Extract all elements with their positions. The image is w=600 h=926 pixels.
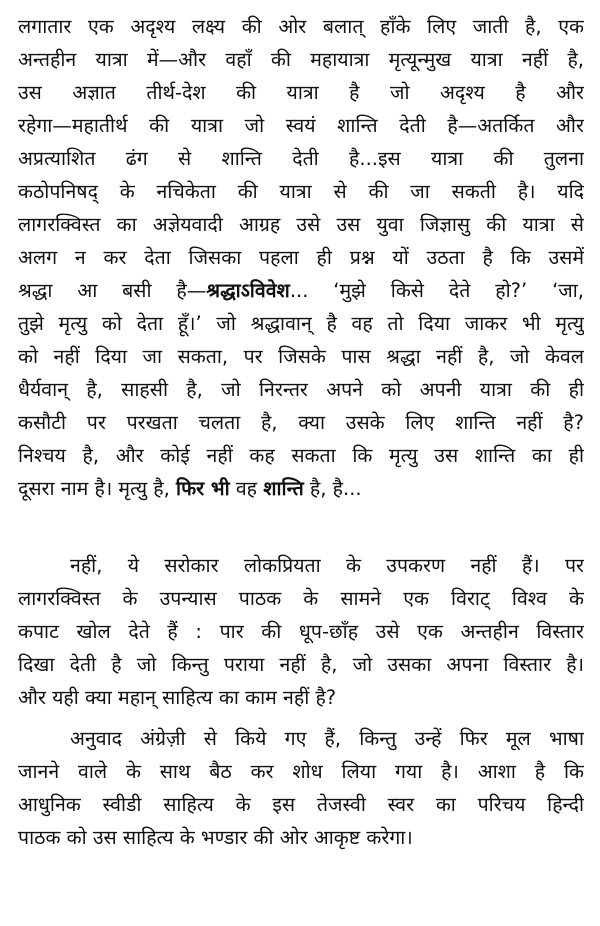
text-line: दिखा देती है जो किन्तु पराया नहीं है, जो उसका अपना विस्तार है।	[18, 653, 584, 676]
text-line: पाठक को उस साहित्य के भण्डार की ओर आकृष्ट करेगा।	[18, 826, 413, 849]
text-line: अन्तहीन यात्रा में—और वहाँ की महायात्रा मृत्यून्मुख यात्रा नहीं है,	[18, 48, 584, 71]
document-page	[18, 10, 584, 854]
text-line: कपाट खोल देते हैं : पार की धूप-छाँह उसे एक अन्तहीन विस्तार	[18, 620, 584, 643]
text-line: अनुवाद अंग्रेज़ी से किये गए हैं, किन्तु उन्हें फिर मूल भाषा	[70, 727, 584, 750]
text-line: को नहीं दिया जा सकता, पर जिसके पास श्रद्धा नहीं है, जो केवल	[18, 345, 584, 368]
text-fragment: वह	[229, 477, 264, 500]
bold-phrase: शान्ति	[263, 477, 304, 500]
paragraph-3	[18, 722, 584, 854]
text-fragment: श्रद्धा आ बसी है—	[18, 279, 207, 302]
text-line: नहीं, ये सरोकार लोकप्रियता के उपकरण नहीं हैं। पर	[70, 554, 584, 577]
text-line: लागरक्विस्त का अज्ञेयवादी आग्रह उसे उस युवा जिज्ञासु की यात्रा से	[18, 213, 584, 236]
text-line: रहेगा—महातीर्थ की यात्रा जो स्वयं शान्ति देती है—अतर्कित और	[18, 114, 584, 137]
text-line	[18, 274, 584, 307]
text-line: और यही क्या महान् साहित्य का काम नहीं है?	[18, 686, 337, 709]
bold-quote: श्रद्धाऽविवेश	[206, 279, 290, 302]
text-fragment: ... ‘मुझे किसे देते हो?’ ‘जा,	[289, 279, 584, 302]
text-line: कसौटी पर परखता चलता है, क्या उसके लिए शान्ति नहीं है?	[18, 411, 584, 434]
text-line: लगातार एक अदृश्य लक्ष्य की ओर बलात् हाँके लिए जाती है, एक	[18, 15, 584, 38]
text-line	[18, 472, 584, 505]
text-line: धैर्यवान् है, साहसी है, जो निरन्तर अपने को अपनी यात्रा की ही	[18, 378, 584, 401]
text-line: लागरक्विस्त के उपन्यास पाठक के सामने एक विराट् विश्व के	[18, 587, 584, 610]
text-fragment: है, है...	[303, 477, 362, 500]
text-line: तुझे मृत्यु को देता हूँ।’ जो श्रद्धावान् है वह तो दिया जाकर भी मृत्यु	[18, 312, 584, 335]
text-line: अलग न कर देता जिसका पहला ही प्रश्न यों उठता है कि उसमें	[18, 246, 584, 269]
paragraph-2	[18, 549, 584, 714]
paragraph-1	[18, 10, 584, 505]
bold-phrase: फिर भी	[176, 477, 230, 500]
text-line: कठोपनिषद् के नचिकेता की यात्रा से की जा सकती है। यदि	[18, 180, 584, 203]
text-line: निश्चय है, और कोई नहीं कह सकता कि मृत्यु उस शान्ति का ही	[18, 444, 584, 467]
text-line: अप्रत्याशित ढंग से शान्ति देती है...इस यात्रा की तुलना	[18, 147, 584, 170]
text-fragment: दूसरा नाम है। मृत्यु है,	[18, 477, 177, 500]
text-line: आधुनिक स्वीडी साहित्य के इस तेजस्वी स्वर का परिचय हिन्दी	[18, 793, 584, 816]
text-line: उस अज्ञात तीर्थ-देश की यात्रा है जो अदृश्य है और	[18, 81, 584, 104]
text-line: जानने वाले के साथ बैठ कर शोध लिया गया है। आशा है कि	[18, 760, 584, 783]
